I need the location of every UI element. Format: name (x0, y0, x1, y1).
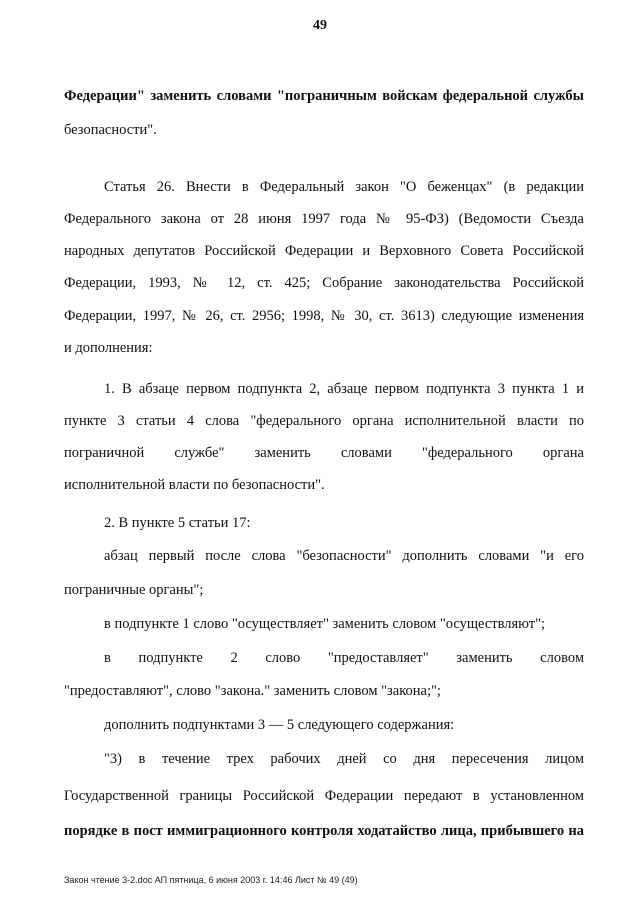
text-line-1: Федерации" заменить словами "пограничным войскам федеральной службы (64, 88, 584, 104)
text-line-11: пограничной службе" заменить словами "федерального органа (64, 445, 584, 461)
text-line-21: Государственной границы Российской Федерации передают в установленном (64, 788, 584, 804)
text-line-2: безопасности". (64, 122, 157, 138)
text-line-22: порядке в пост иммиграционного контроля ходатайство лица, прибывшего на (64, 823, 584, 839)
text-line-16: в подпункте 1 слово "осуществляет" заменить словом "осуществляют"; (104, 616, 546, 632)
text-line-14: абзац первый после слова "безопасности" дополнить словами "и его (104, 548, 584, 564)
text-line-18: "предоставляют", слово "закона." заменить словом "закона;"; (64, 683, 441, 699)
text-line-15: пограничные органы"; (64, 582, 204, 598)
text-line-6: Федерации, 1993, № 12, ст. 425; Собрание законодательства Российской (64, 275, 584, 291)
text-line-3: Статья 26. Внести в Федеральный закон "О беженцах" (в редакции (104, 179, 584, 195)
document-footer: Закон чтение 3-2.doc АП пятница, 6 июня 2003 г. 14:46 Лист № 49 (49) (64, 875, 358, 885)
text-line-13: 2. В пункте 5 статьи 17: (104, 515, 251, 531)
text-line-9: 1. В абзаце первом подпункта 2, абзаце первом подпункта 3 пункта 1 и (104, 381, 584, 397)
text-line-8: и дополнения: (64, 340, 153, 356)
text-line-5: народных депутатов Российской Федерации и Верховного Совета Российской (64, 243, 584, 259)
text-line-4: Федерального закона от 28 июня 1997 года № 95-ФЗ) (Ведомости Съезда (64, 211, 584, 227)
page-number: 49 (313, 18, 327, 33)
text-line-20: "3) в течение трех рабочих дней со дня пересечения лицом (104, 751, 584, 767)
text-line-12: исполнительной власти по безопасности". (64, 477, 325, 493)
text-line-19: дополнить подпунктами 3 — 5 следующего содержания: (104, 717, 455, 733)
text-line-10: пункте 3 статьи 4 слова "федерального органа исполнительной власти по (64, 413, 584, 429)
text-line-17: в подпункте 2 слово "предоставляет" заменить словом (104, 650, 584, 666)
text-line-7: Федерации, 1997, № 26, ст. 2956; 1998, № 30, ст. 3613) следующие изменения (64, 308, 584, 324)
